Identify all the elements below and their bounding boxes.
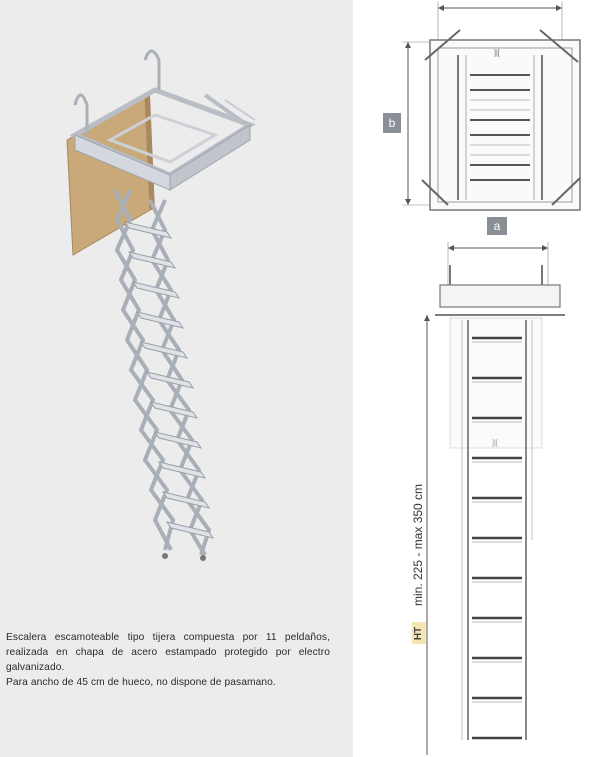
height-badge [412,622,426,644]
dimension-label-b: b [383,113,401,133]
description-line-2: Para ancho de 45 cm de hueco, no dispone de pasamano. [6,677,276,688]
plan-view-drawing [400,0,591,240]
elevation-view-drawing [400,240,591,757]
ladder-render-image [55,40,305,580]
description-line-1: Escalera escamoteable tipo tijera compuesta por 11 peldaños, realizada en chapa de acero estampado protegido por electro galvanizado. [6,632,330,673]
height-badge-text: HT [413,626,425,640]
svg-text:]|[: ]|[ [492,440,498,447]
dimension-label-a: a [487,217,507,235]
product-description [6,630,330,690]
svg-text:]|[: ]|[ [494,50,500,57]
height-range-label: min. 225 - max 350 cm [411,483,425,606]
